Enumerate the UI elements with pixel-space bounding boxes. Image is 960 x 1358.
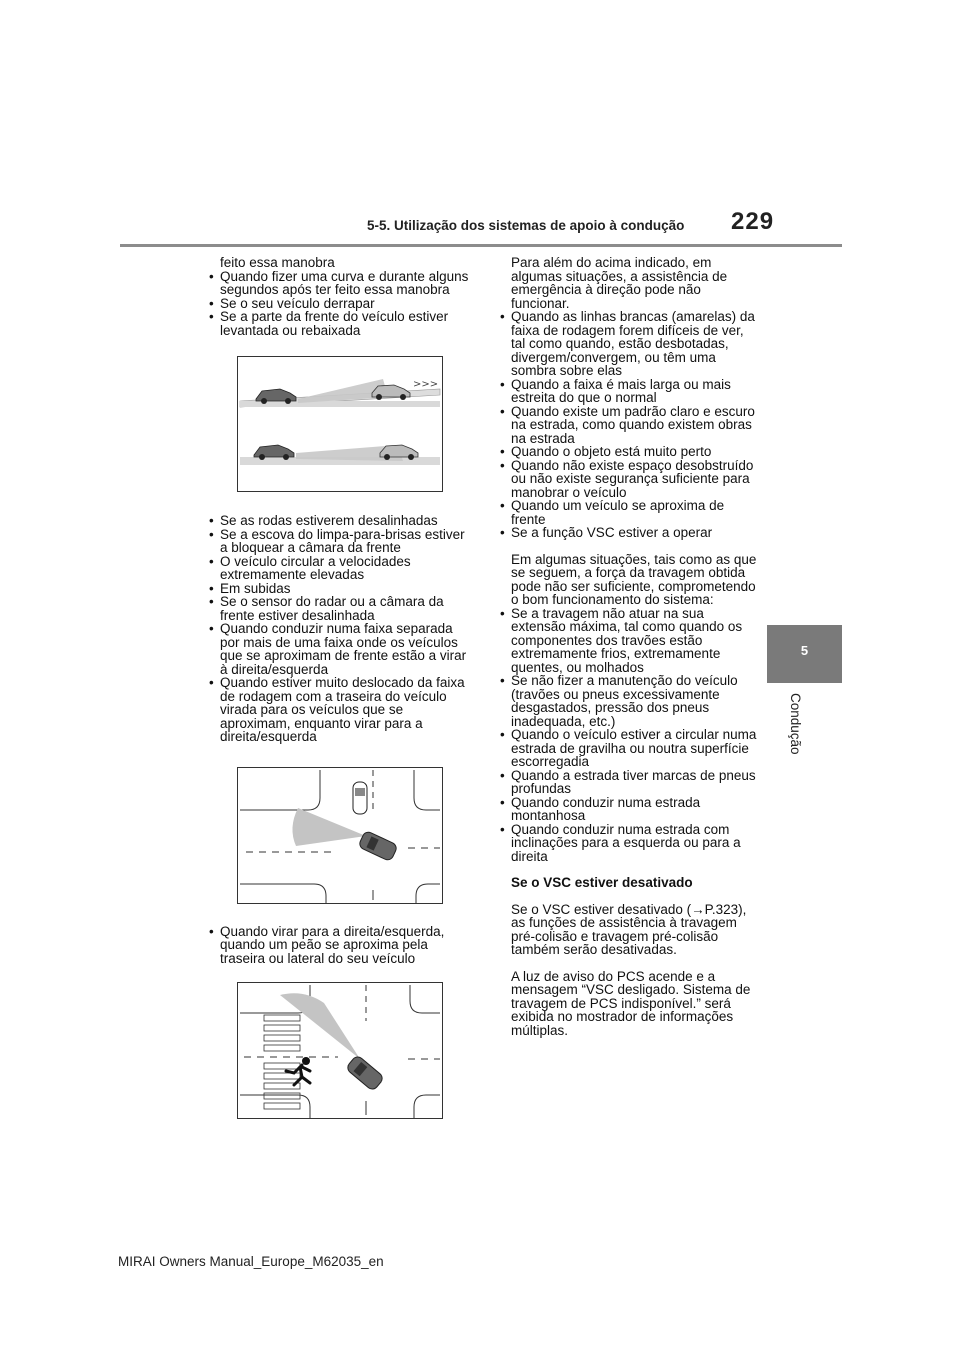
list-item: • Se o sensor do radar ou a câmara da frente estiver desalinhada bbox=[204, 595, 474, 622]
right-column bbox=[495, 256, 760, 1037]
section-title: 5-5. Utilização dos sistemas de apoio à condução bbox=[367, 218, 685, 233]
list-item: • Quando o objeto está muito perto bbox=[495, 445, 760, 459]
footer-text: MIRAI Owners Manual_Europe_M62035_en bbox=[118, 1254, 384, 1269]
list-item: • Se a função VSC estiver a operar bbox=[495, 526, 760, 540]
left-column bbox=[204, 256, 474, 1119]
header-rule bbox=[120, 244, 842, 247]
list-item: • Quando conduzir numa estrada com inclinações para a esquerda ou para a direita bbox=[495, 823, 760, 864]
list-item: • Quando existe um padrão claro e escuro na estrada, como quando existem obras na estrada bbox=[495, 405, 760, 446]
list-item: • Quando as linhas brancas (amarelas) da faixa de rodagem forem difíceis de ver, tal como quando, estão desbotadas, divergem/convergem, ou têm uma sombra sobre elas bbox=[495, 310, 760, 378]
radar-beam-icon bbox=[292, 808, 366, 846]
list-item: • Quando um veículo se aproxima de frente bbox=[495, 499, 760, 526]
list-item: • Se a travagem não atuar na sua extensão máxima, tal como quando os componentes dos travões estão extremamente frios, extremamente quentes, ou molhados bbox=[495, 607, 760, 675]
bullet-list-1 bbox=[204, 270, 474, 338]
list-item: • Se as rodas estiverem desalinhadas bbox=[204, 514, 474, 528]
figure-intersection-turn bbox=[237, 767, 443, 904]
list-item: • Quando a faixa é mais larga ou mais estreita do que o normal bbox=[495, 378, 760, 405]
braking-intro: Em algumas situações, tais como as que se seguem, a força da travagem obtida pode não ser suficiente, comprometendo o bom funcionamento do sistema: bbox=[511, 551, 757, 607]
pcs-warning-paragraph: A luz de aviso do PCS acende e a mensagem “VSC desligado. Sistema de travagem de PCS indisponível.” será exibida no mostrador de informações múltiplas. bbox=[511, 968, 751, 1038]
list-item: • Quando estiver muito deslocado da faixa de rodagem com a traseira do veículo virada para os veículos que se aproximam, enquanto virar para a direita/esquerda bbox=[204, 676, 474, 744]
chapter-tab-number: 5 bbox=[800, 643, 809, 658]
slope-illustration bbox=[238, 357, 442, 491]
bullet-list-2 bbox=[204, 514, 474, 744]
page-number: 229 bbox=[731, 208, 775, 235]
list-item: • Quando fizer uma curva e durante alguns segundos após ter feito essa manobra bbox=[204, 270, 474, 297]
list-item: • Quando a estrada tiver marcas de pneus profundas bbox=[495, 769, 760, 796]
list-item: • Se a parte da frente do veículo estiver levantada ou rebaixada bbox=[204, 310, 474, 337]
bullet-list-4 bbox=[495, 310, 760, 540]
list-item: • Quando virar para a direita/esquerda, quando um peão se aproxima pela traseira ou lateral do seu veículo bbox=[204, 925, 474, 966]
chapter-tab-label: Condução bbox=[788, 693, 803, 755]
assist-intro: Para além do acima indicado, em algumas situações, a assistência de emergência à direção pode não funcionar. bbox=[511, 255, 728, 311]
intersection-illustration bbox=[238, 768, 442, 903]
pedestrian-icon bbox=[286, 1057, 310, 1085]
list-item: • Em subidas bbox=[204, 582, 474, 596]
list-item: • Quando conduzir numa faixa separada por mais de uma faixa onde os veículos que se aproximam de frente estão a virar à direita/esquerda bbox=[204, 622, 474, 676]
list-item: • Quando o veículo estiver a circular numa estrada de gravilha ou noutra superfície escorregadia bbox=[495, 728, 760, 769]
pedestrian-illustration bbox=[238, 983, 442, 1118]
vsc-paragraph: Se o VSC estiver desativado (→P.323), as funções de assistência à travagem pré-colisão e travagem pré-colisão também serão desativadas. bbox=[511, 901, 747, 957]
chapter-tab[interactable] bbox=[767, 625, 842, 683]
list-item: • Se a escova do limpa-para-brisas estiver a bloquear a câmara da frente bbox=[204, 528, 474, 555]
intro-continuation: feito essa manobra bbox=[220, 255, 335, 270]
list-item: • Quando não existe espaço desobstruído ou não existe segurança suficiente para manobrar o veículo bbox=[495, 459, 760, 500]
bullet-list-3 bbox=[204, 925, 474, 966]
svg-text:>>>: >>> bbox=[413, 379, 439, 390]
list-item: • Se o seu veículo derrapar bbox=[204, 297, 474, 311]
list-item: • Quando conduzir numa estrada montanhosa bbox=[495, 796, 760, 823]
figure-vehicle-slope bbox=[237, 356, 443, 492]
car-icon bbox=[345, 1055, 384, 1092]
figure-pedestrian-turn bbox=[237, 982, 443, 1119]
list-item: • Se não fizer a manutenção do veículo (travões ou pneus excessivamente desgastados, pressão dos pneus inadequada, etc.) bbox=[495, 674, 760, 728]
vsc-subheading: Se o VSC estiver desativado bbox=[511, 875, 693, 890]
car-icon bbox=[353, 782, 367, 814]
list-item: • O veículo circular a velocidades extremamente elevadas bbox=[204, 555, 474, 582]
bullet-list-5 bbox=[495, 607, 760, 864]
car-icon bbox=[358, 830, 398, 862]
radar-beam-icon bbox=[280, 993, 360, 1059]
